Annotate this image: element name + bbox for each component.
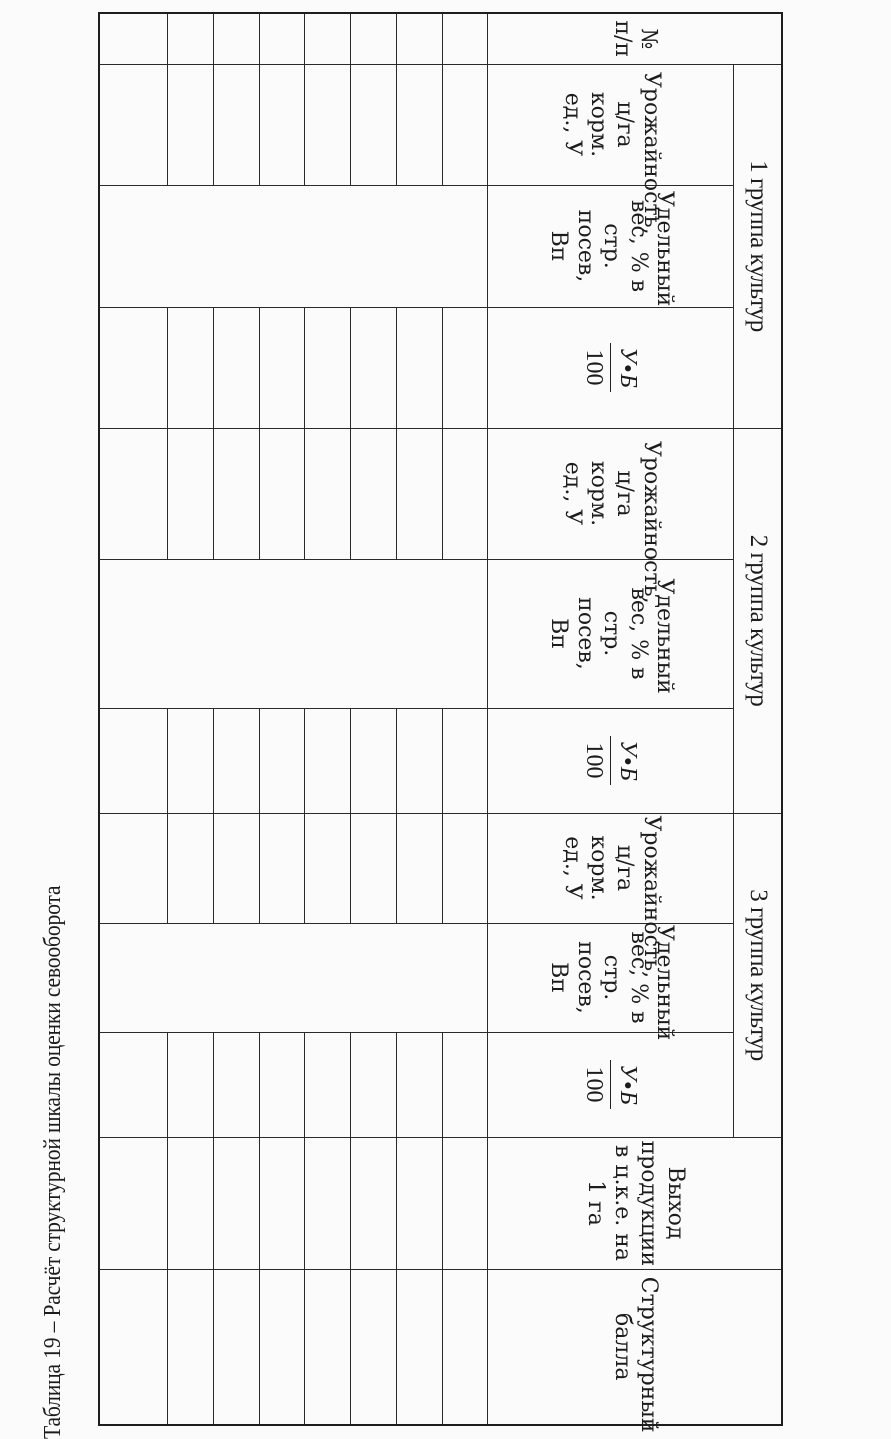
header-yield-3 — [488, 813, 734, 979]
table-cell-share-merged[interactable] — [99, 923, 488, 1032]
table-cell[interactable] — [305, 708, 351, 813]
table-cell[interactable] — [305, 813, 351, 923]
table-row — [442, 13, 488, 1425]
table-cell[interactable] — [305, 1137, 351, 1269]
table-cell[interactable] — [168, 307, 214, 428]
header-output — [488, 1137, 782, 1269]
table-cell[interactable] — [442, 813, 488, 923]
table-cell[interactable] — [99, 1032, 168, 1137]
table-cell[interactable] — [214, 13, 260, 64]
table-cell[interactable] — [351, 64, 397, 185]
table-cell[interactable] — [259, 307, 305, 428]
table-cell-share-merged[interactable] — [99, 559, 488, 708]
table-cell[interactable] — [259, 64, 305, 185]
table-cell[interactable] — [305, 1269, 351, 1425]
header-yield-label: Урожайность, ц/га корм. ед., У — [559, 72, 664, 235]
table-cell[interactable] — [351, 307, 397, 428]
table-cell[interactable] — [168, 1269, 214, 1425]
header-formula-3 — [488, 1032, 734, 1137]
table-cell[interactable] — [259, 813, 305, 923]
table-cell[interactable] — [305, 13, 351, 64]
table-cell[interactable] — [259, 428, 305, 559]
table-cell[interactable] — [168, 428, 214, 559]
table-cell[interactable] — [214, 428, 260, 559]
table-cell[interactable] — [305, 1032, 351, 1137]
table-cell[interactable] — [259, 708, 305, 813]
rotated-table-container — [98, 12, 783, 1433]
table-cell[interactable] — [305, 307, 351, 428]
table-cell[interactable] — [397, 1269, 443, 1425]
table-cell[interactable] — [99, 1269, 168, 1425]
table-cell[interactable] — [442, 708, 488, 813]
table-cell[interactable] — [442, 1137, 488, 1269]
table-cell[interactable] — [351, 708, 397, 813]
table-cell[interactable] — [397, 64, 443, 185]
table-cell[interactable] — [214, 1032, 260, 1137]
table-cell[interactable] — [99, 708, 168, 813]
table-cell[interactable] — [397, 13, 443, 64]
table-cell[interactable] — [351, 1032, 397, 1137]
table-cell[interactable] — [442, 307, 488, 428]
header-share-2 — [488, 559, 734, 708]
header-score — [488, 1269, 782, 1433]
table-cell-share-merged[interactable] — [99, 185, 488, 307]
table-cell[interactable] — [397, 813, 443, 923]
table-cell[interactable] — [442, 1269, 488, 1425]
table-cell[interactable] — [168, 13, 214, 64]
table-cell[interactable] — [351, 1137, 397, 1269]
header-group-3: 3 группа культур — [734, 813, 782, 1137]
table-cell[interactable] — [442, 1032, 488, 1137]
table-cell[interactable] — [168, 1032, 214, 1137]
table-cell[interactable] — [442, 13, 488, 64]
table-cell[interactable] — [99, 64, 168, 185]
header-share-label: Удельный вес, % в стр. посев, Вп — [546, 578, 677, 694]
header-share-label: Удельный вес, % в стр. посев, Вп — [546, 191, 677, 307]
table-cell[interactable] — [305, 64, 351, 185]
header-group-1: 1 группа культур — [734, 64, 782, 428]
header-share-label: Удельный вес, % в стр. посев, Вп — [546, 925, 677, 1041]
table-cell[interactable] — [214, 1269, 260, 1425]
table-cell[interactable] — [168, 813, 214, 923]
table-cell[interactable] — [351, 1269, 397, 1425]
formula-fraction: У●Б 100 — [580, 736, 643, 785]
header-share-1 — [488, 185, 734, 307]
header-num — [488, 13, 782, 64]
table-cell[interactable] — [442, 428, 488, 559]
table-cell[interactable] — [214, 1137, 260, 1269]
table-cell[interactable] — [99, 813, 168, 923]
table-cell[interactable] — [397, 708, 443, 813]
table-cell[interactable] — [99, 307, 168, 428]
table-cell[interactable] — [259, 1032, 305, 1137]
table-cell[interactable] — [99, 1137, 168, 1269]
header-score-label: Структурный балла — [609, 1276, 662, 1433]
table-cell[interactable] — [99, 13, 168, 64]
formula-fraction: У●Б 100 — [580, 1060, 643, 1109]
header-row-groups — [734, 13, 782, 1425]
header-num-label: № п/п — [609, 20, 662, 58]
table-cell[interactable] — [397, 1137, 443, 1269]
header-formula-2 — [488, 708, 734, 813]
formula-fraction: У●Б 100 — [580, 343, 643, 392]
table-cell[interactable] — [168, 64, 214, 185]
table-cell[interactable] — [168, 708, 214, 813]
table-cell[interactable] — [442, 64, 488, 185]
header-group-2: 2 группа культур — [734, 428, 782, 813]
table-cell[interactable] — [397, 428, 443, 559]
table-cell[interactable] — [259, 1137, 305, 1269]
header-formula-1 — [488, 307, 734, 428]
header-yield-2 — [488, 428, 734, 604]
table-cell[interactable] — [397, 1032, 443, 1137]
table-cell[interactable] — [305, 428, 351, 559]
table-cell[interactable] — [397, 307, 443, 428]
header-yield-label: Урожайность, ц/га корм. ед., У — [559, 815, 664, 979]
table-cell[interactable] — [214, 708, 260, 813]
table-cell[interactable] — [214, 64, 260, 185]
table-cell[interactable] — [214, 307, 260, 428]
table-cell[interactable] — [214, 813, 260, 923]
table-cell[interactable] — [351, 13, 397, 64]
table-cell[interactable] — [99, 428, 168, 559]
header-share-3 — [488, 923, 734, 1041]
header-output-label: Выход продукции в ц.к.е. на 1 га — [583, 1140, 688, 1267]
table-cell[interactable] — [168, 1137, 214, 1269]
table-cell[interactable] — [259, 13, 305, 64]
table-cell[interactable] — [351, 813, 397, 923]
table-caption: Таблица 19 – Расчёт структурной шкалы оценки севооборота — [40, 885, 66, 1439]
crop-rotation-table — [98, 12, 783, 1433]
table-cell[interactable] — [351, 428, 397, 559]
table-cell[interactable] — [259, 1269, 305, 1425]
header-yield-label: Урожайность, ц/га корм. ед., У — [559, 441, 664, 604]
header-yield-1 — [488, 64, 734, 235]
